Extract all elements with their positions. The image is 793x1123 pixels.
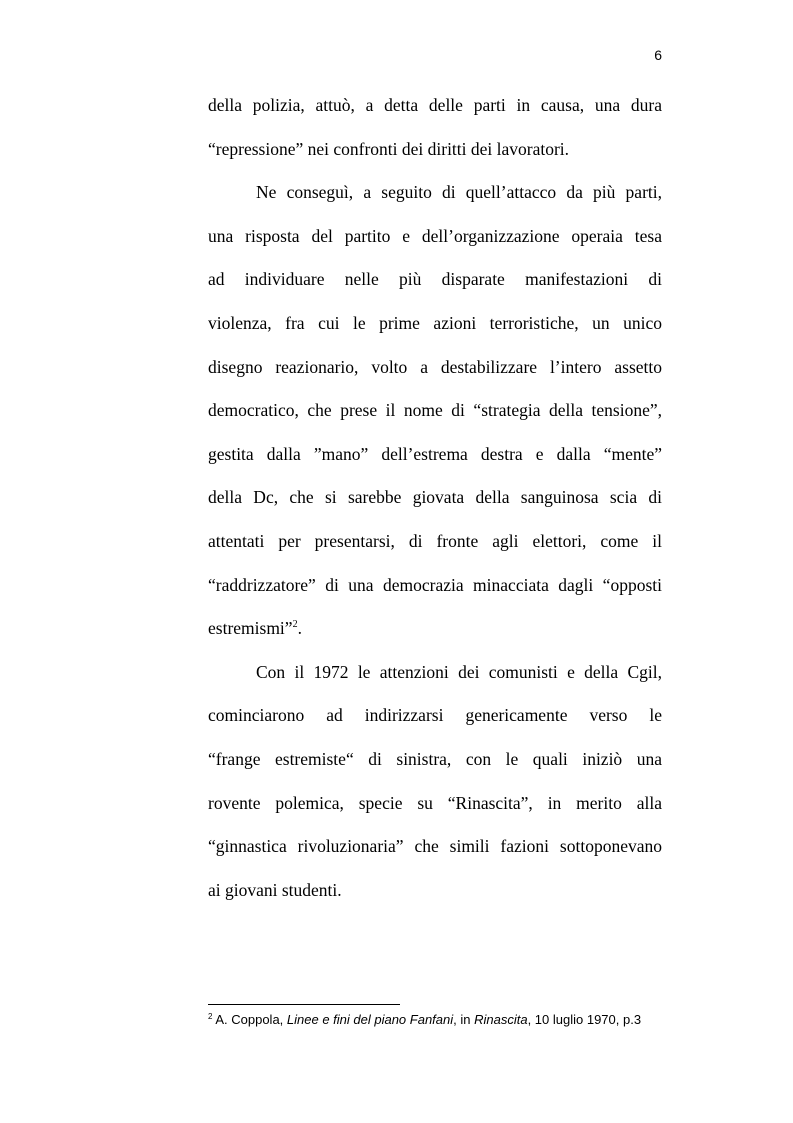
text-line: ai giovani studenti. <box>208 879 342 900</box>
page-number: 6 <box>654 47 662 63</box>
footnote-details: , 10 luglio 1970, p.3 <box>527 1012 642 1027</box>
text-line: cominciarono ad indirizzarsi genericamente verso le <box>208 705 662 726</box>
text-line: “repressione” nei confronti dei diritti dei lavoratori. <box>208 138 570 159</box>
text-line: una risposta del partito e dell’organizzazione operaia tesa <box>208 225 662 246</box>
text-line: rovente polemica, specie su “Rinascita”, in merito alla <box>208 792 662 813</box>
text-line: attentati per presentarsi, di fronte agli elettori, come il <box>208 530 662 551</box>
text-line: Con il 1972 le attenzioni dei comunisti e della Cgil, <box>256 661 662 682</box>
text-line: “raddrizzatore” di una democrazia minacciata dagli “opposti <box>208 574 662 595</box>
footnote-separator: , in <box>453 1012 475 1027</box>
sentence-period: . <box>297 618 302 639</box>
text-line: “frange estremiste“ di sinistra, con le quali iniziò una <box>208 748 662 769</box>
text-line: Ne conseguì, a seguito di quell’attacco da più parti, <box>256 182 662 203</box>
text-line: gestita dalla ”mano” dell’estrema destra e dalla “mente” <box>208 443 662 464</box>
text-line: ad individuare nelle più disparate manifestazioni di <box>208 269 662 290</box>
text-line <box>208 607 662 651</box>
footnote <box>208 1012 678 1027</box>
text-line: disegno reazionario, volto a destabilizzare l’intero assetto <box>208 356 662 377</box>
footnote-author: A. Coppola, <box>215 1012 287 1027</box>
footnote-title: Linee e fini del piano Fanfani <box>286 1012 454 1027</box>
body-text <box>208 84 662 912</box>
text-line: della Dc, che si sarebbe giovata della sanguinosa scia di <box>208 487 662 508</box>
footnote-number: 2 <box>208 1012 213 1021</box>
text-line: violenza, fra cui le prime azioni terroristiche, un unico <box>208 312 662 333</box>
text-fragment: estremismi” <box>208 618 293 639</box>
text-line: “ginnastica rivoluzionaria” che simili fazioni sottoponevano <box>208 836 662 857</box>
footnote-divider <box>208 1004 400 1005</box>
text-line: democratico, che prese il nome di “strategia della tensione”, <box>208 400 662 421</box>
footnote-journal: Rinascita <box>474 1012 528 1027</box>
footnote-reference: 2 <box>292 619 298 631</box>
text-line: della polizia, attuò, a detta delle parti in causa, una dura <box>208 95 662 115</box>
